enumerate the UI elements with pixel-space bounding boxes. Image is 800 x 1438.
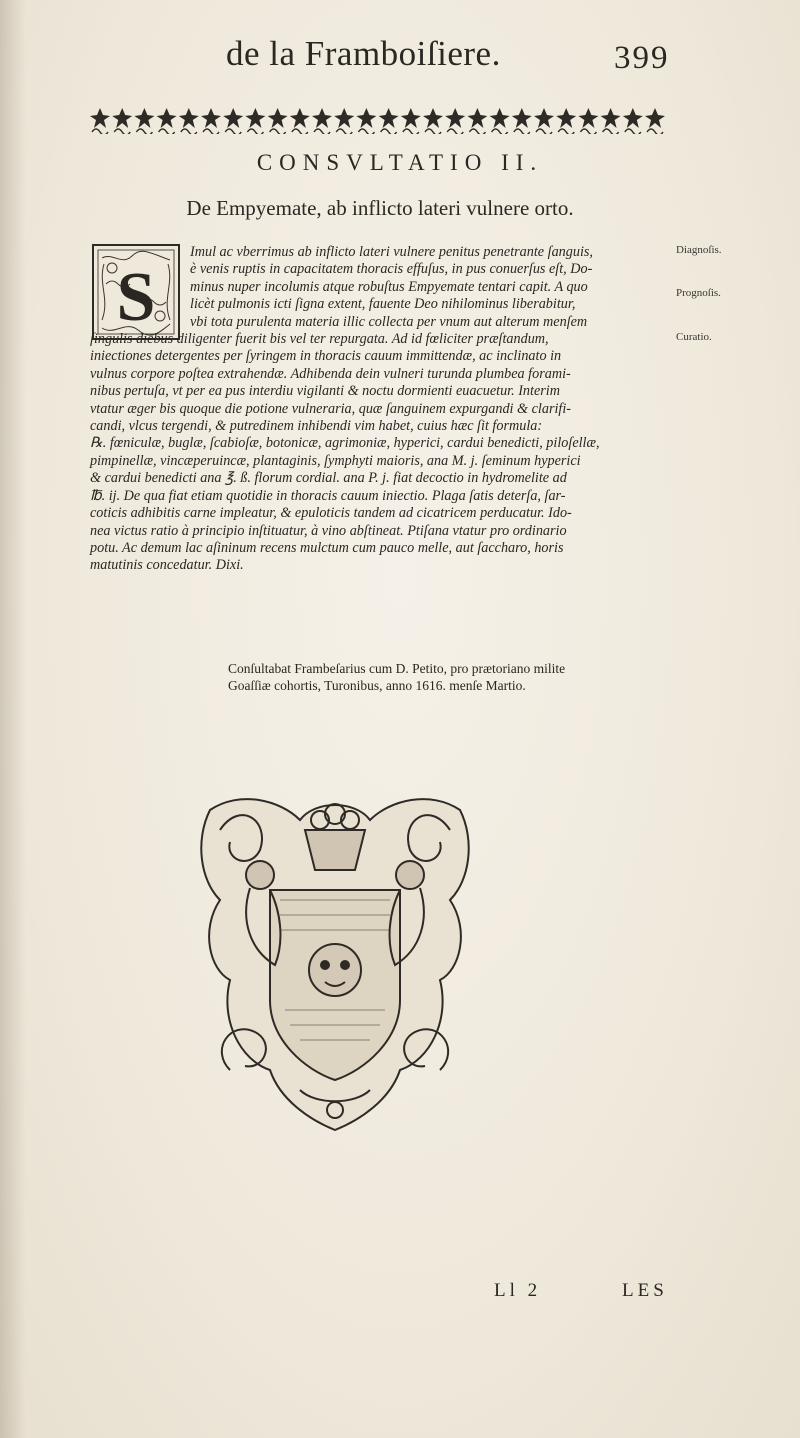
body-line: candi, vlcus tergendi, & putredinem inhibendi vim habet, cuius hæc ſit formula: xyxy=(90,418,543,435)
fleuron-unit xyxy=(134,108,154,134)
fleuron-unit xyxy=(179,108,199,134)
consultation-line-1: Conſultabat Frambeſarius cum D. Petito, pro prætoriano milite xyxy=(228,661,566,676)
initial-letter: S xyxy=(116,259,156,336)
fleuron-unit xyxy=(601,108,621,134)
fleuron-unit xyxy=(578,108,598,134)
fleuron-unit xyxy=(534,108,554,134)
body-line: pimpinellæ, vincæperuincæ, plantaginis, ſymphyti maioris, ana M. j. ſeminum hyperici xyxy=(90,452,581,469)
gathering-signature: Ll 2 xyxy=(494,1280,542,1301)
margin-note-curatio: Curatio. xyxy=(676,331,712,343)
fleuron-unit xyxy=(157,108,177,134)
running-title: de la Framboiſiere. xyxy=(226,34,501,73)
fleuron-unit xyxy=(423,108,443,134)
body-line: ℞. fœniculæ, buglæ, ſcabioſæ, botonicæ, agrimoniæ, hyperici, cardui benedicti, piloſellæ, xyxy=(90,435,600,452)
fleuron-unit xyxy=(645,108,665,134)
consultation-note xyxy=(228,660,728,694)
fleuron-unit xyxy=(401,108,421,134)
fleuron-unit xyxy=(467,108,487,134)
body-line: Imul ac vberrimus ab inflicto lateri vulnere penitus penetrante ſanguis, xyxy=(190,244,593,260)
body-line: matutinis concedatur. Dixi. xyxy=(90,557,244,574)
margin-note-prognosis: Prognoſis. xyxy=(676,287,721,299)
fleuron-unit xyxy=(201,108,221,134)
body-line: licèt pulmonis icti ſigna extent, fauente Deo nihilominus liberabitur, xyxy=(190,296,576,313)
fleuron-unit xyxy=(245,108,265,134)
fleuron-unit xyxy=(356,108,376,134)
fleuron-unit xyxy=(556,108,576,134)
fleuron-band-icon xyxy=(86,104,670,134)
tailpiece-vignette-icon xyxy=(190,770,480,1135)
fleuron-unit xyxy=(334,108,354,134)
page-number: 399 xyxy=(614,40,670,76)
section-subheading: De Empyemate, ab inflicto lateri vulnere orto. xyxy=(186,196,574,220)
fleuron-unit xyxy=(623,108,643,134)
consultation-line-2: Goaſſiæ cohortis, Turonibus, anno 1616. menſe Martio. xyxy=(228,678,526,693)
body-line: ſingulis diebus diligenter fuerit bis vel ter repurgata. Ad id fœliciter præſtandum, xyxy=(90,331,549,348)
body-line: vtatur æger bis quoque die potione vulneraria, quæ ſanguinem expurgandi & clarifi- xyxy=(90,400,572,417)
fleuron-unit xyxy=(512,108,532,134)
consultation-body xyxy=(90,244,668,575)
body-line: vbi tota purulenta materia illic collecta per vnum aut alterum menſem xyxy=(190,313,588,330)
section-heading: CONSVLTATIO II. xyxy=(256,150,544,175)
fleuron-unit xyxy=(90,108,110,134)
body-line: potu. Ac demum lac aſininum recens mulctum cum pauco melle, aut ſaccharo, horis xyxy=(90,539,564,556)
fleuron-unit xyxy=(379,108,399,134)
body-line: coticis adhibitis carne impleatur, & epuloticis tandem ad cicatricem perducatur. Ido- xyxy=(90,505,572,522)
body-line: iniectiones detergentes per ſyringem in thoracis cauum immittendæ, ac inclinato in xyxy=(90,348,562,365)
fleuron-unit xyxy=(490,108,510,134)
catchword: LES xyxy=(622,1280,668,1301)
fleuron-unit xyxy=(268,108,288,134)
body-line: nea victus ratio à principio inſtituatur, à vino abſtineat. Ptiſana vtatur pro ordinario xyxy=(90,522,567,539)
fleuron-unit xyxy=(312,108,332,134)
fleuron-unit xyxy=(290,108,310,134)
fleuron-unit xyxy=(112,108,132,134)
body-line: vulnus corpore poſtea extrahendæ. Adhibenda dein vulneri turunda plumbea forami- xyxy=(90,365,571,382)
body-line: minus nuper incolumis atque robuſtus Empyemate tentari capit. A quo xyxy=(190,278,588,295)
fleuron-unit xyxy=(223,108,243,134)
fleuron-unit xyxy=(445,108,465,134)
body-line: ℔. ij. De qua fiat etiam quotidie in thoracis cauum iniectio. Plaga ſatis deterſa, ſar- xyxy=(90,487,566,504)
body-line: & cardui benedicti ana ℥. ß. florum cordial. ana P. j. fiat decoctio in hydromelite ad xyxy=(90,470,567,487)
margin-note-diagnosis: Diagnoſis. xyxy=(676,244,722,256)
body-line: è venis ruptis in capacitatem thoracis effuſus, in pus conuerſus eſt, Do- xyxy=(190,261,593,278)
body-line: nibus pertuſa, vt per ea pus interdiu vigilanti & noctu dormienti euacuetur. Interim xyxy=(90,383,560,400)
